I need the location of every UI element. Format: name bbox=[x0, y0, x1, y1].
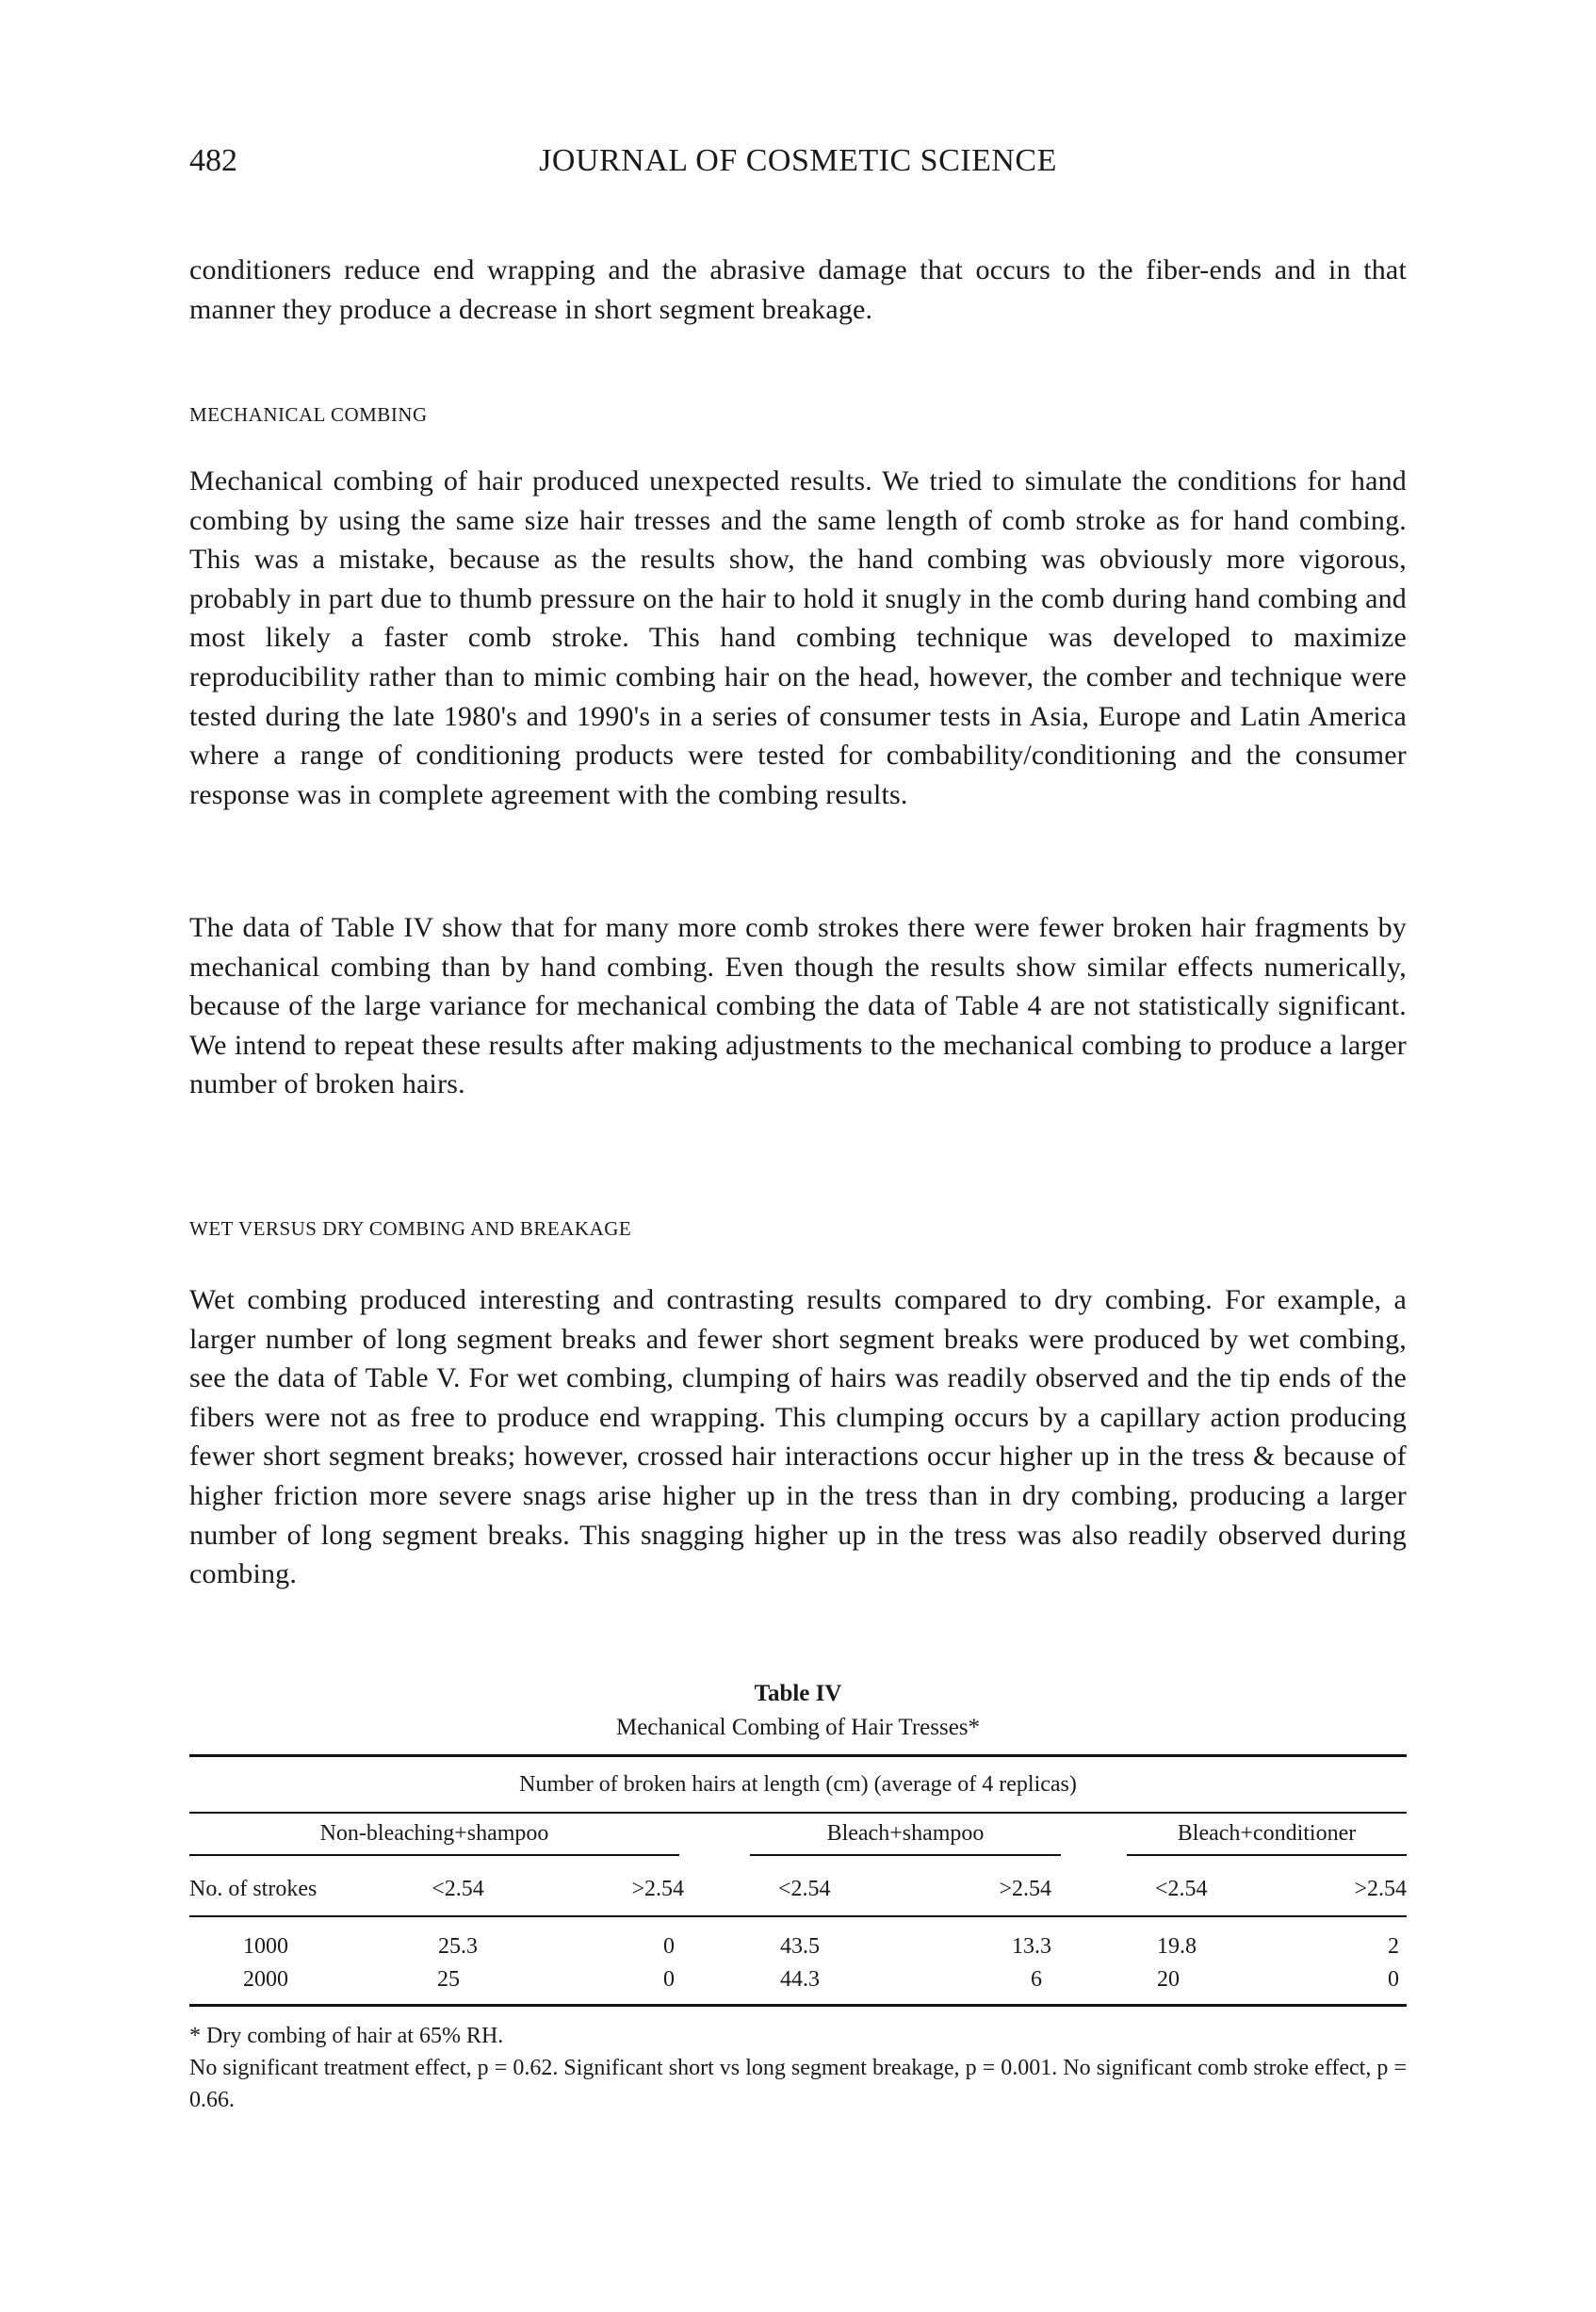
cell: 13.3 bbox=[1012, 1934, 1051, 1959]
cell: 25.3 bbox=[438, 1934, 478, 1959]
table-iv bbox=[189, 1677, 1407, 2116]
column-header: <2.54 bbox=[1155, 1876, 1208, 1901]
table-note: No significant treatment effect, p = 0.62. Significant short vs long segment breakage, p = 0.001. No significant comb stroke effect, p = 0.66. bbox=[189, 2056, 1407, 2112]
journal-title: JOURNAL OF COSMETIC SCIENCE bbox=[539, 143, 1057, 178]
cell: 2000 bbox=[243, 1967, 288, 1992]
column-header: <2.54 bbox=[432, 1876, 484, 1901]
cell: 0 bbox=[663, 1967, 675, 1992]
spanner-header: Number of broken hairs at length (cm) (average of 4 replicas) bbox=[519, 1771, 1077, 1797]
group-header: Non-bleaching+shampoo bbox=[189, 1821, 679, 1856]
cell: 1000 bbox=[243, 1934, 288, 1959]
paragraph-3: The data of Table IV show that for many more comb strokes there were fewer broken hair fragments by mechanical combing than by hand combing. Even though the results show similar effects numerically, because of the large variance for mechanical combing the data of Table 4 are not statistically significant. We intend to repeat these results after making adjustments to the mechanical combing to produce a larger number of broken hairs. bbox=[189, 912, 1407, 1100]
cell: 6 bbox=[1031, 1967, 1042, 1992]
cell: 19.8 bbox=[1157, 1934, 1197, 1959]
table-label: Table IV bbox=[754, 1681, 842, 1706]
paragraph-2: Mechanical combing of hair produced unexpected results. We tried to simulate the conditions for hand combing by using the same size hair tresses and the same length of comb stroke as for hand combing. This was a mistake, because as the results show, the hand combing was obviously more vigorous, probably in part due to thumb pressure on the hair to hold it snugly in the comb during hand combing and most likely a faster comb stroke. This hand combing technique was developed to maximize reproducibility rather than to mimic combing hair on the head, however, the comber and technique were tested during the late 1980's and 1990's in a series of consumer tests in Asia, Europe and Latin America where a range of conditioning products were tested for combability/conditioning and the consumer response was in complete agreement with the combing results. bbox=[189, 465, 1407, 810]
table-footnote: * Dry combing of hair at 65% RH. bbox=[189, 2024, 504, 2048]
cell: 20 bbox=[1157, 1967, 1180, 1992]
column-header: <2.54 bbox=[778, 1876, 831, 1901]
cell: 25 bbox=[437, 1967, 460, 1992]
cell: 44.3 bbox=[780, 1967, 820, 1992]
column-header: >2.54 bbox=[631, 1876, 684, 1901]
paragraph-1: conditioners reduce end wrapping and the abrasive damage that occurs to the fiber-ends and in that manner they produce a decrease in short segment breakage. bbox=[189, 254, 1407, 325]
column-header: >2.54 bbox=[999, 1876, 1051, 1901]
page-number: 482 bbox=[189, 143, 237, 178]
cell: 2 bbox=[1388, 1934, 1399, 1959]
section-heading-mechanical-combing: MECHANICAL COMBING bbox=[189, 403, 428, 426]
data-table bbox=[189, 1757, 1407, 2007]
table-row bbox=[189, 1963, 1407, 2006]
section-heading-wet-vs-dry: WET VERSUS DRY COMBING AND BREAKAGE bbox=[189, 1217, 632, 1240]
paragraph-4: Wet combing produced interesting and contrasting results compared to dry combing. For example, a larger number of long segment breaks and fewer short segment breaks were produced by wet combing, see the data of Table V. For wet combing, clumping of hairs was readily observed and the tip ends of the fibers were not as free to produce end wrapping. This clumping occurs by a capillary action producing fewer short segment breaks; however, crossed hair interactions occur higher up in the tress & because of higher friction more severe snags arise higher up in the tress than in dry combing, producing a larger number of long segment breaks. This snagging higher up in the tress was also readily observed during combing. bbox=[189, 1284, 1407, 1590]
table-title: Mechanical Combing of Hair Tresses* bbox=[615, 1715, 981, 1740]
table-row bbox=[189, 1916, 1407, 1963]
column-header: >2.54 bbox=[1354, 1876, 1407, 1901]
cell: 0 bbox=[663, 1934, 675, 1959]
column-header: No. of strokes bbox=[189, 1876, 318, 1901]
cell: 0 bbox=[1388, 1967, 1399, 1992]
group-header: Bleach+shampoo bbox=[750, 1821, 1061, 1856]
group-header: Bleach+conditioner bbox=[1127, 1821, 1407, 1856]
cell: 43.5 bbox=[780, 1934, 820, 1959]
